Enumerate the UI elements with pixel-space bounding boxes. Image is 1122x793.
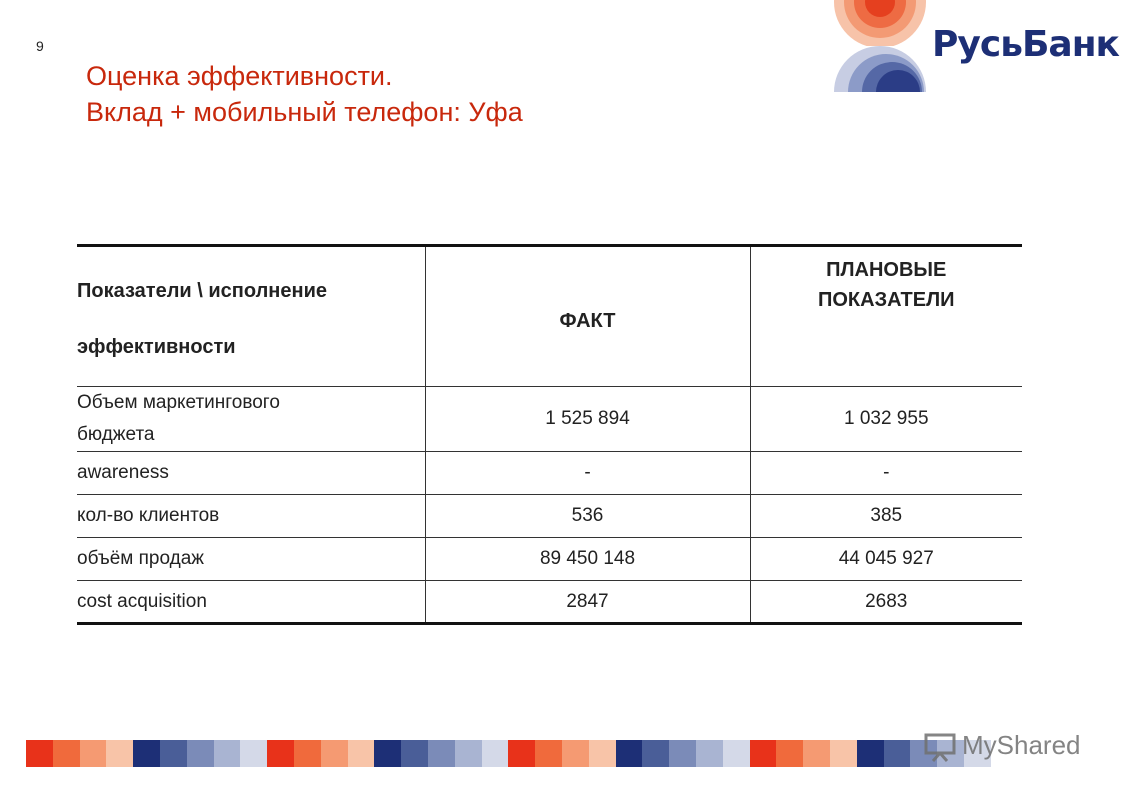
logo-wordmark: РусьБанк (932, 24, 1119, 65)
stripe-swatch (267, 740, 294, 767)
table-row (77, 495, 1022, 538)
row-label (77, 387, 425, 452)
stripe-swatch (133, 740, 160, 767)
header-indicators-line2: эффективности (77, 335, 236, 358)
fact-value: - (425, 452, 750, 495)
stripe-swatch (455, 740, 482, 767)
page-number: 9 (36, 38, 44, 54)
page-title (86, 58, 523, 130)
fact-value: 2847 (425, 581, 750, 624)
fact-value: 1 525 894 (425, 387, 750, 452)
presentation-icon (924, 732, 958, 762)
stripe-swatch (562, 740, 589, 767)
plan-value: 44 045 927 (750, 538, 1022, 581)
plan-value: 385 (750, 495, 1022, 538)
stripe-swatch (884, 740, 911, 767)
logo-emblem-icon (832, 0, 928, 92)
stripe-swatch (160, 740, 187, 767)
stripe-swatch (374, 740, 401, 767)
row-label: cost acquisition (77, 590, 207, 612)
watermark-text: MyShared (962, 730, 1081, 760)
title-line-2: Вклад + мобильный телефон: Уфа (86, 97, 523, 127)
title-line-1: Оценка эффективности. (86, 61, 393, 91)
fact-value: 536 (425, 495, 750, 538)
stripe-swatch (508, 740, 535, 767)
header-plan-line2: ПОКАЗАТЕЛИ (817, 289, 955, 311)
header-fact: ФАКТ (425, 246, 750, 387)
fact-value: 89 450 148 (425, 538, 750, 581)
table-row (77, 581, 1022, 624)
stripe-swatch (750, 740, 777, 767)
stripe-swatch (187, 740, 214, 767)
stripe-swatch (830, 740, 857, 767)
row-label-line1: Объем маркетингового (77, 392, 280, 413)
stripe-swatch (857, 740, 884, 767)
stripe-swatch (723, 740, 750, 767)
row-label-line2: бюджета (77, 424, 155, 445)
stripe-swatch (428, 740, 455, 767)
efficiency-table (77, 244, 1022, 625)
stripe-swatch (669, 740, 696, 767)
header-plan (750, 246, 1022, 387)
stripe-swatch (616, 740, 643, 767)
row-label: объём продаж (77, 548, 204, 569)
header-indicators (77, 246, 425, 387)
table-header-row (77, 246, 1022, 387)
stripe-swatch (482, 740, 509, 767)
table-row (77, 452, 1022, 495)
table-row (77, 538, 1022, 581)
stripe-swatch (803, 740, 830, 767)
plan-value: 1 032 955 (750, 387, 1022, 452)
plan-value: - (750, 452, 1022, 495)
stripe-swatch (214, 740, 241, 767)
decorative-color-stripe (26, 740, 991, 767)
header-indicators-line1: Показатели \ исполнение (77, 279, 327, 302)
stripe-swatch (401, 740, 428, 767)
stripe-swatch (348, 740, 375, 767)
stripe-swatch (294, 740, 321, 767)
stripe-swatch (696, 740, 723, 767)
stripe-swatch (535, 740, 562, 767)
rusbank-logo (832, 0, 1119, 92)
row-label: awareness (77, 462, 169, 483)
stripe-swatch (26, 740, 53, 767)
header-plan-line1: ПЛАНОВЫЕ (826, 259, 947, 281)
stripe-swatch (589, 740, 616, 767)
plan-value: 2683 (750, 581, 1022, 624)
stripe-swatch (776, 740, 803, 767)
stripe-swatch (240, 740, 267, 767)
table-row (77, 387, 1022, 452)
stripe-swatch (321, 740, 348, 767)
stripe-swatch (80, 740, 107, 767)
stripe-swatch (53, 740, 80, 767)
stripe-swatch (642, 740, 669, 767)
row-label: кол-во клиентов (77, 505, 220, 526)
stripe-swatch (106, 740, 133, 767)
